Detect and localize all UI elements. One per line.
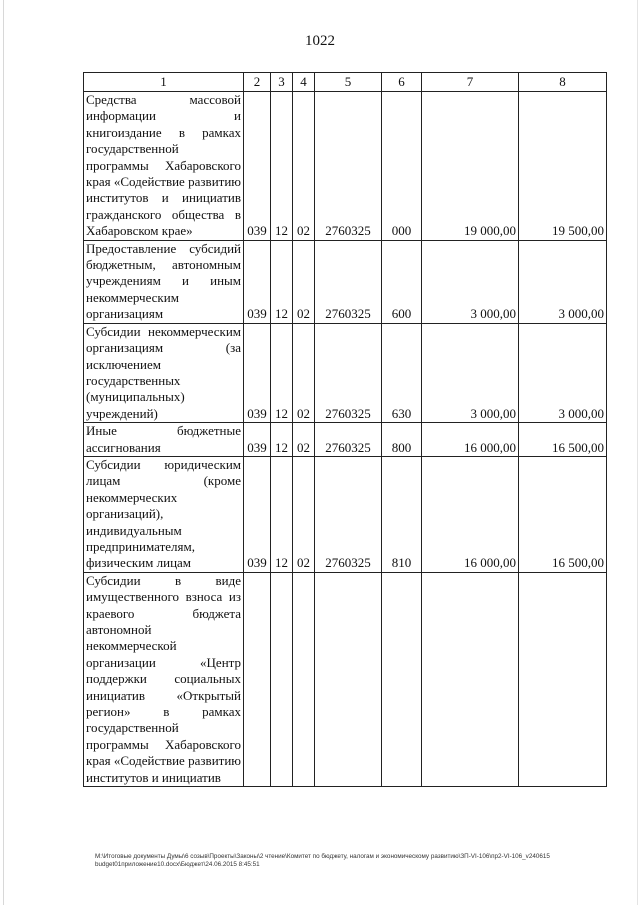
cell-expense-type: 800 — [382, 423, 422, 457]
cell-expense-type: 810 — [382, 456, 422, 572]
cell-expense-type: 000 — [382, 92, 422, 241]
cell-amount-year2: 3 000,00 — [519, 323, 607, 422]
cell-section: 12 — [271, 423, 293, 457]
scan-edge-right — [637, 0, 638, 905]
cell-amount-year1: 3 000,00 — [422, 240, 519, 323]
header-col-1: 1 — [84, 73, 244, 92]
cell-target-article — [315, 572, 382, 786]
table-row — [84, 92, 607, 241]
header-col-7: 7 — [422, 73, 519, 92]
row-name: Субсидии некоммерческим организациям (за исключением государственных (муниципальных) учреждений) — [84, 323, 244, 422]
table-row — [84, 323, 607, 422]
cell-subsection — [293, 572, 315, 786]
cell-subsection: 02 — [293, 456, 315, 572]
cell-ministry-code: 039 — [244, 92, 271, 241]
cell-target-article: 2760325 — [315, 423, 382, 457]
cell-target-article: 2760325 — [315, 456, 382, 572]
row-name: Предоставление субсидий бюджетным, автономным учреждениям и иным некоммерческим организациям — [84, 240, 244, 323]
page-number: 1022 — [305, 33, 335, 49]
cell-ministry-code: 039 — [244, 323, 271, 422]
table-row — [84, 456, 607, 572]
file-path-footer: M:\Итоговые документы Думы\6 созыв\Проекты\Законы\2 чтение\Комитет по бюджету, налогам и экономическому развитию\ЗП-VI-106\пр2-VI-106_v240615 budget01приложение10.docx\Бюджет\24.06.2015 8:45:51 — [95, 853, 550, 868]
cell-subsection: 02 — [293, 92, 315, 241]
cell-section: 12 — [271, 92, 293, 241]
cell-ministry-code: 039 — [244, 240, 271, 323]
cell-amount-year2: 19 500,00 — [519, 92, 607, 241]
cell-subsection: 02 — [293, 240, 315, 323]
table-row — [84, 423, 607, 457]
table-row — [84, 572, 607, 786]
cell-ministry-code: 039 — [244, 423, 271, 457]
cell-section: 12 — [271, 240, 293, 323]
row-name: Иные бюджетные ассигнования — [84, 423, 244, 457]
cell-amount-year1 — [422, 572, 519, 786]
cell-ministry-code — [244, 572, 271, 786]
budget-table — [83, 72, 607, 787]
cell-amount-year2: 3 000,00 — [519, 240, 607, 323]
cell-amount-year1: 16 000,00 — [422, 423, 519, 457]
header-col-5: 5 — [315, 73, 382, 92]
table-header-row — [84, 73, 607, 92]
row-name: Средства массовой информации и книгоиздание в рамках государственной программы Хабаровского края «Содействие развитию институтов и инициатив гражданского общества в Хабаровском крае» — [84, 92, 244, 241]
cell-amount-year2: 16 500,00 — [519, 456, 607, 572]
cell-subsection: 02 — [293, 423, 315, 457]
cell-expense-type: 600 — [382, 240, 422, 323]
cell-target-article: 2760325 — [315, 92, 382, 241]
cell-amount-year1: 16 000,00 — [422, 456, 519, 572]
scan-edge-left — [3, 0, 4, 905]
cell-target-article: 2760325 — [315, 323, 382, 422]
cell-section: 12 — [271, 323, 293, 422]
header-col-3: 3 — [271, 73, 293, 92]
header-col-8: 8 — [519, 73, 607, 92]
cell-amount-year1: 3 000,00 — [422, 323, 519, 422]
cell-amount-year1: 19 000,00 — [422, 92, 519, 241]
cell-expense-type: 630 — [382, 323, 422, 422]
row-name: Субсидии юридическим лицам (кроме некоммерческих организаций), индивидуальным предпринимателям, физическим лицам — [84, 456, 244, 572]
cell-target-article: 2760325 — [315, 240, 382, 323]
cell-amount-year2 — [519, 572, 607, 786]
row-name: Субсидии в виде имущественного взноса из краевого бюджета автономной некоммерческой организации «Центр поддержки социальных инициатив «Открытый регион» в рамках государственной программы Хабаровского края «Содействие развитию институтов и инициатив — [84, 572, 244, 786]
header-col-6: 6 — [382, 73, 422, 92]
table-row — [84, 240, 607, 323]
header-col-4: 4 — [293, 73, 315, 92]
cell-section — [271, 572, 293, 786]
cell-expense-type — [382, 572, 422, 786]
cell-subsection: 02 — [293, 323, 315, 422]
cell-ministry-code: 039 — [244, 456, 271, 572]
header-col-2: 2 — [244, 73, 271, 92]
cell-amount-year2: 16 500,00 — [519, 423, 607, 457]
cell-section: 12 — [271, 456, 293, 572]
